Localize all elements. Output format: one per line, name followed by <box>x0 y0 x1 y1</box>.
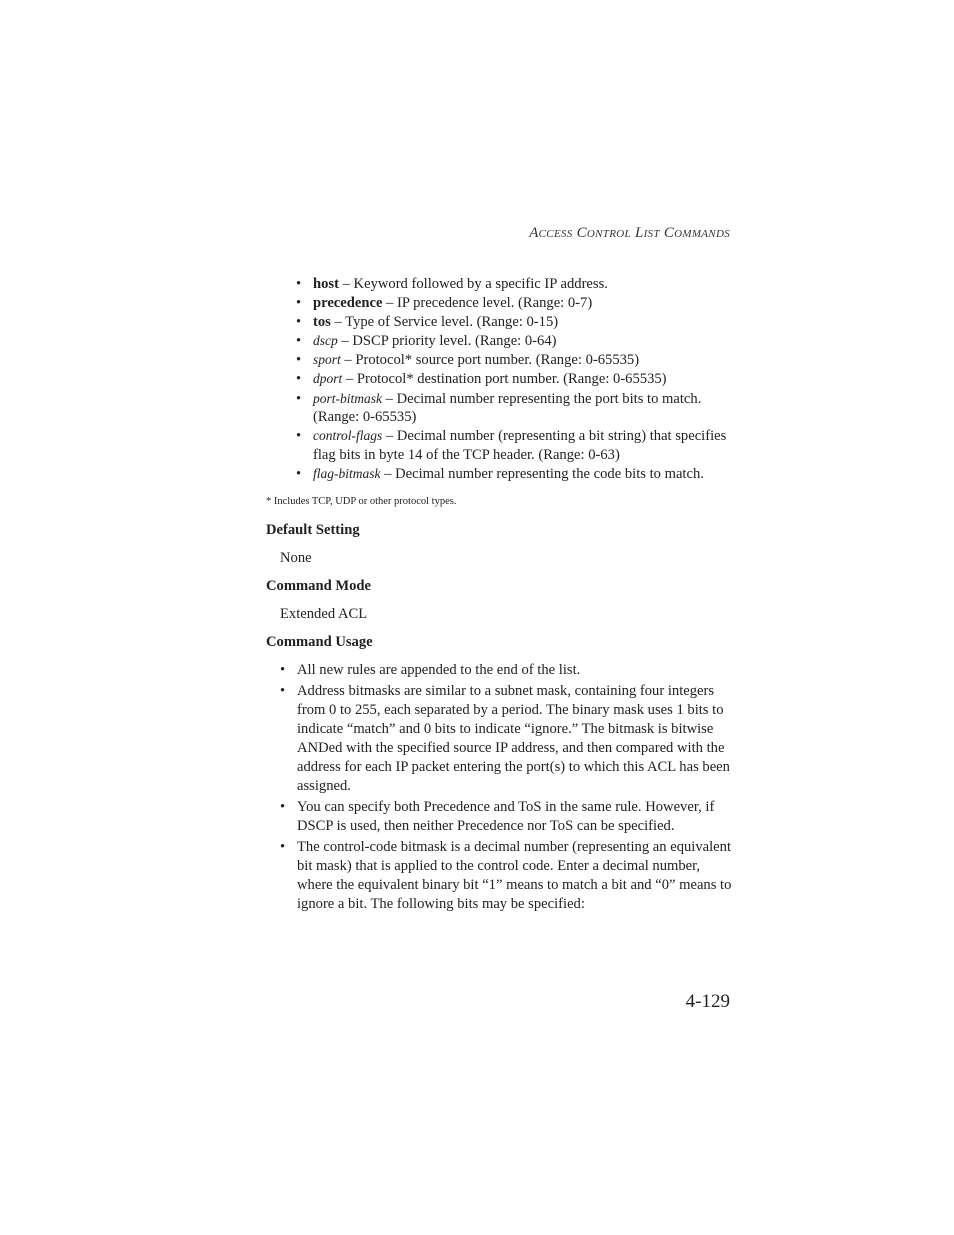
param-desc: – IP precedence level. (Range: 0-7) <box>382 295 593 312</box>
param-item-dscp <box>296 332 732 351</box>
param-desc: – DSCP priority level. (Range: 0-64) <box>337 333 557 350</box>
param-item-port-bitmask <box>296 390 732 427</box>
parameter-list <box>266 275 732 484</box>
default-setting-heading: Default Setting <box>266 521 360 538</box>
param-name: tos <box>313 314 331 331</box>
command-usage-heading: Command Usage <box>266 633 373 650</box>
usage-item: • The control-code bitmask is a decimal number (representing an equivalent bit mask) that is applied to the control code. Enter a decimal number, where the equivalent binary bit “1” means to match a bit and “0” means to ignore a bit. The following bits may be specified: <box>280 838 732 914</box>
param-desc: – Type of Service level. (Range: 0-15) <box>330 314 559 331</box>
param-name: dscp <box>313 333 338 349</box>
param-desc: – Decimal number representing the port bits to match. (Range: 0-65535) <box>313 390 702 426</box>
param-name: dport <box>313 371 343 387</box>
command-usage-list <box>266 661 732 914</box>
param-desc: – Protocol* destination port number. (Range: 0-65535) <box>342 371 667 388</box>
param-name: control-flags <box>313 428 383 444</box>
param-item-host <box>296 275 732 294</box>
param-desc: – Protocol* source port number. (Range: 0-65535) <box>340 352 640 369</box>
param-item-sport <box>296 351 732 370</box>
param-name: precedence <box>313 295 383 312</box>
param-item-control-flags <box>296 427 732 464</box>
command-mode-value: Extended ACL <box>280 605 368 622</box>
page-number: 4-129 <box>685 991 730 1012</box>
param-item-tos <box>296 313 732 332</box>
command-mode-heading: Command Mode <box>266 577 371 594</box>
param-name: host <box>313 276 339 292</box>
param-item-flag-bitmask <box>296 465 732 484</box>
running-header: Access Control List Commands <box>529 225 730 241</box>
page-content <box>266 275 732 916</box>
usage-item: • Address bitmasks are similar to a subnet mask, containing four integers from 0 to 255, each separated by a period. The binary mask uses 1 bits to indicate “match” and 0 bits to indicate “ignore.” The bitmask is bitwise ANDed with the specified source IP address, and then compared with the address for each IP packet entering the port(s) to which this ACL has been assigned. <box>280 682 732 796</box>
param-desc: – Decimal number representing the code bits to match. <box>380 465 704 482</box>
param-name: sport <box>313 352 341 368</box>
usage-item: • You can specify both Precedence and ToS in the same rule. However, if DSCP is used, then neither Precedence nor ToS can be specified. <box>280 798 732 836</box>
footnote: * Includes TCP, UDP or other protocol types. <box>266 495 457 507</box>
param-item-precedence <box>296 294 732 313</box>
param-desc: – Keyword followed by a specific IP address. <box>338 276 608 292</box>
param-name: port-bitmask <box>313 390 382 406</box>
default-setting-value: None <box>280 549 312 566</box>
usage-item: • All new rules are appended to the end of the list. <box>280 661 732 680</box>
param-item-dport <box>296 370 732 389</box>
param-name: flag-bitmask <box>313 465 381 481</box>
param-desc: – Decimal number (representing a bit string) that specifies flag bits in byte 14 of the TCP header. (Range: 0-63) <box>313 428 727 463</box>
